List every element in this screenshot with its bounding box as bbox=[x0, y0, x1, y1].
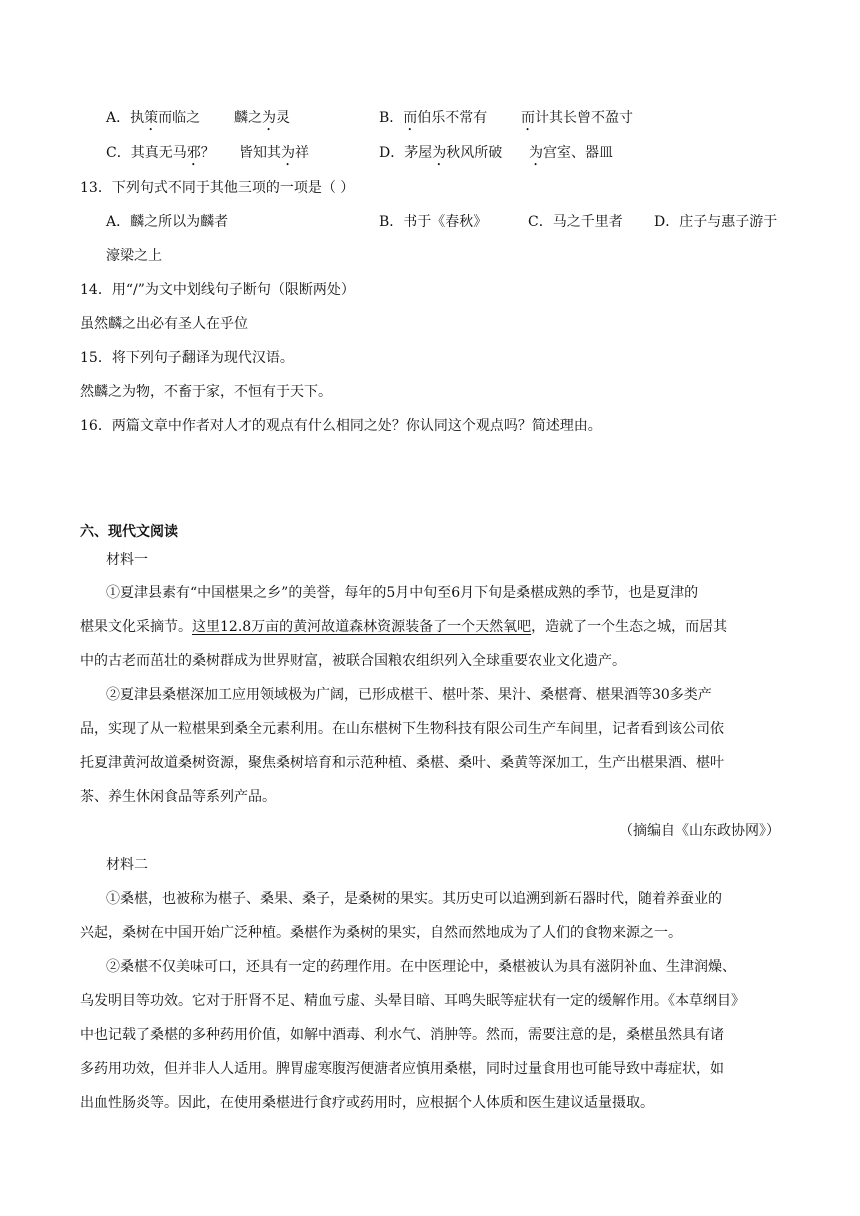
q12-option-d bbox=[379, 143, 502, 169]
q13-stem: 13．下列句式不同于其他三项的一项是（ ） bbox=[80, 180, 355, 196]
material2-label: 材料二 bbox=[106, 857, 148, 873]
option-text: B． bbox=[379, 110, 404, 126]
q12-option-a-second bbox=[234, 108, 290, 134]
q13-option-a: A．麟之所以为麟者 bbox=[106, 214, 229, 230]
m1-paragraph2-line4: 茶、养生休闲食品等系列产品。 bbox=[80, 789, 276, 805]
option-text: 宫室、器皿 bbox=[543, 145, 613, 161]
m1-paragraph2-line2: 品，实现了从一粒椹果到桑全元素利用。在山东椹树下生物科技有限公司生产车间里，记者看到该公司依 bbox=[80, 721, 724, 737]
q15-sentence: 然麟之为物，不畜于家，不恒有于天下。 bbox=[80, 384, 332, 400]
m2-paragraph2-line1: ②桑椹不仅美味可口，还具有一定的药理作用。在中医理论中，桑椹被认为具有滋阴补血、生津润燥、 bbox=[106, 959, 736, 975]
dotted-char: 为 bbox=[432, 145, 447, 161]
m2-paragraph1-line2: 兴起，桑树在中国开始广泛种植。桑椹作为桑树的果实，自然而然地成为了人们的食物来源之一。 bbox=[80, 925, 682, 941]
q12-option-b bbox=[379, 108, 487, 134]
m1-source: （摘编自《山东政协网》） bbox=[619, 823, 780, 839]
option-text: D．茅屋 bbox=[379, 145, 433, 161]
option-text: 计其长曾不盈寸 bbox=[535, 110, 633, 126]
q12-option-c-second bbox=[239, 143, 309, 169]
q12-option-c bbox=[106, 143, 215, 169]
q13-option-d: D．庄子与惠子游于 bbox=[654, 214, 778, 230]
dotted-char: 邪 bbox=[186, 145, 201, 161]
option-text: 秋风所破 bbox=[446, 145, 503, 161]
option-text: 而临之 bbox=[158, 110, 201, 126]
dotted-char: 为 bbox=[281, 145, 295, 161]
m2-paragraph2-line5: 出血性肠炎等。因此，在使用桑椹进行食疗或药用时，应根据个人体质和医生建议适量摄取。 bbox=[80, 1095, 654, 1111]
q12-option-a bbox=[106, 108, 200, 134]
q14-stem: 14．用“/”为文中划线句子断句（限断两处） bbox=[80, 282, 355, 298]
dotted-char: 为 bbox=[529, 145, 543, 161]
dotted-char: 而 bbox=[403, 110, 418, 126]
underlined-sentence: 这里12.8万亩的黄河故道森林资源装备了一个天然氧吧 bbox=[192, 619, 532, 635]
option-text: 伯乐不常有 bbox=[417, 110, 488, 126]
q13-option-b: B．书于《春秋》 bbox=[379, 214, 488, 230]
m1-paragraph2-line1: ②夏津县桑椹深加工应用领域极为广阔，已形成椹干、椹叶茶、果汁、桑椹膏、椹果酒等30多类产 bbox=[106, 687, 712, 703]
q14-sentence: 虽然麟之出必有圣人在乎位 bbox=[80, 316, 248, 332]
material1-label: 材料一 bbox=[106, 552, 148, 568]
dotted-char: 而 bbox=[521, 110, 535, 126]
m2-paragraph1-line1: ①桑椹，也被称为椹子、桑果、桑子，是桑树的果实。其历史可以追溯到新石器时代，随着养蚕业的 bbox=[106, 891, 722, 907]
option-text: 祥 bbox=[295, 145, 309, 161]
m2-paragraph2-line4: 多药用功效，但并非人人适用。脾胃虚寒腹泻便溏者应慎用桑椹，同时过量食用也可能导致中毒症状，如 bbox=[80, 1061, 724, 1077]
m1-paragraph1-line2 bbox=[80, 617, 727, 637]
q12-option-b-second bbox=[521, 108, 633, 134]
option-text: 麟之 bbox=[234, 110, 262, 126]
m2-paragraph2-line2: 乌发明目等功效。它对于肝肾不足、精血亏虚、头晕目暗、耳鸣失眠等症状有一定的缓解作用。《本草纲目》 bbox=[80, 993, 745, 1009]
q13-option-c: C．马之千里者 bbox=[528, 214, 623, 230]
q12-option-d-second bbox=[529, 143, 613, 169]
paragraph-text: ①夏津县素有“中国椹果之乡”的美誉，每年的5月中旬至6月下旬是桑椹成熟的季节，也是夏津的 bbox=[106, 585, 699, 601]
q16-stem: 16．两篇文章中作者对人才的观点有什么相同之处？你认同这个观点吗？简述理由。 bbox=[80, 418, 602, 434]
dotted-char: 为 bbox=[262, 110, 276, 126]
m2-paragraph2-line3: 中也记载了桑椹的多种药用价值，如解中酒毒、利水气、消肿等。然而，需要注意的是，桑椹虽然具有诸 bbox=[80, 1027, 724, 1043]
option-text: C．其真无马 bbox=[106, 145, 187, 161]
q13-option-d-continued: 濠梁之上 bbox=[106, 248, 162, 264]
option-text: ？ bbox=[200, 145, 215, 161]
paragraph-text: ，造就了一个生态之城，而居其 bbox=[531, 619, 728, 635]
m1-paragraph1-line3: 中的古老而茁壮的桑树群成为世界财富，被联合国粮农组织列入全球重要农业文化遗产。 bbox=[80, 653, 626, 669]
option-text: 皆知其 bbox=[239, 145, 281, 161]
option-text: A．执 bbox=[106, 110, 145, 126]
paragraph-text: 椹果文化采摘节。 bbox=[80, 619, 192, 635]
m1-paragraph2-line3: 托夏津黄河故道桑树资源，聚焦桑树培育和示范种植、桑椹、桑叶、桑黄等深加工，生产出椹果酒、椹叶 bbox=[80, 755, 724, 771]
dotted-char: 策 bbox=[144, 110, 159, 126]
option-text: 灵 bbox=[276, 110, 290, 126]
section-title: 六、现代文阅读 bbox=[80, 524, 178, 540]
m1-paragraph1-line1 bbox=[106, 583, 781, 603]
q15-stem: 15．将下列句子翻译为现代汉语。 bbox=[80, 350, 294, 366]
